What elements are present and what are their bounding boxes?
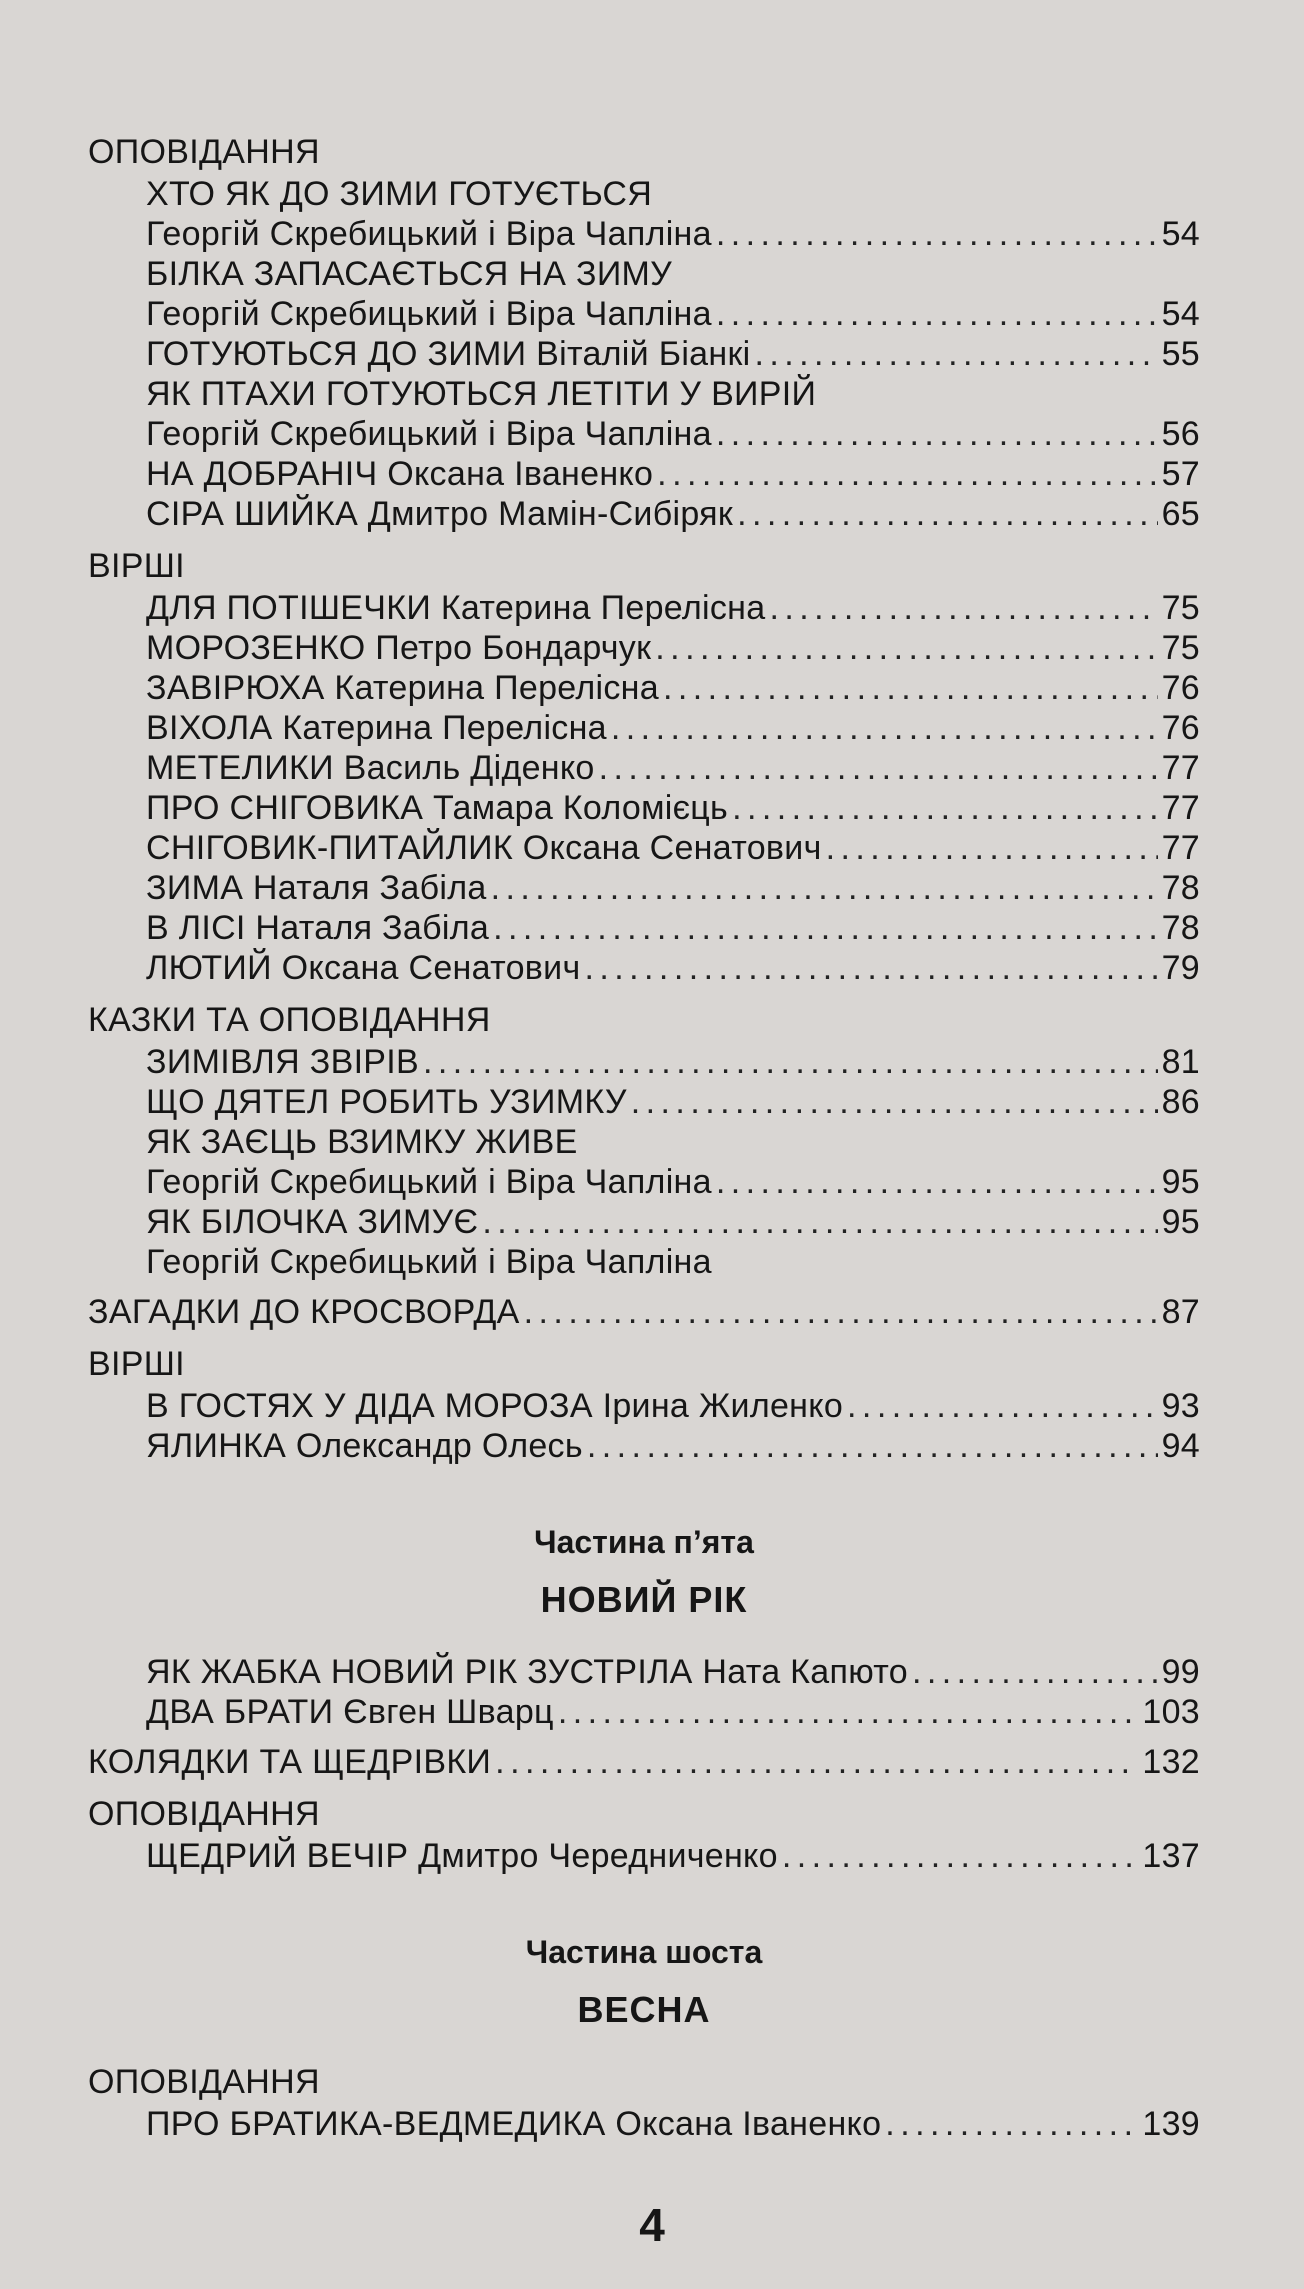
dot-leader <box>482 1202 1157 1242</box>
page-number: 75 <box>1161 589 1200 627</box>
section-heading: ОПОВІДАННЯ <box>88 2063 320 2101</box>
page-number: 76 <box>1161 669 1200 707</box>
part-title: ВЕСНА <box>577 1989 711 2030</box>
entry-title: ХТО ЯК ДО ЗИМИ ГОТУЄТЬСЯ <box>146 175 653 213</box>
page-number: 87 <box>1161 1293 1200 1331</box>
entry-text: В ЛІСІ Наталя Забіла <box>146 909 490 947</box>
entry-text: ПРО БРАТИКА-ВЕДМЕДИКА Оксана Іваненко <box>146 2105 882 2143</box>
entry-text: Георгій Скребицький і Віра Чапліна <box>146 215 712 253</box>
dot-leader <box>491 868 1158 908</box>
dot-leader <box>655 628 1157 668</box>
page-number: 54 <box>1161 295 1200 333</box>
toc-entry <box>146 1122 1200 1202</box>
section-heading: ОПОВІДАННЯ <box>88 133 320 171</box>
entry-text: ЗИМІВЛЯ ЗВІРІВ <box>146 1043 420 1081</box>
entry-title: БІЛКА ЗАПАСАЄТЬСЯ НА ЗИМУ <box>146 255 673 293</box>
entry-text: НА ДОБРАНІЧ Оксана Іваненко <box>146 455 654 493</box>
page-number: 93 <box>1161 1387 1200 1425</box>
toc-entry <box>146 788 1200 828</box>
toc-entry <box>146 1426 1200 1466</box>
dot-leader <box>493 908 1158 948</box>
dot-leader <box>657 454 1157 494</box>
dot-leader <box>584 948 1157 988</box>
page-number-footer: 4 <box>639 2199 665 2251</box>
entry-title: ЯК ПТАХИ ГОТУЮТЬСЯ ЛЕТІТИ У ВИРІЙ <box>146 375 817 413</box>
toc-entry <box>146 828 1200 868</box>
toc-entry <box>146 908 1200 948</box>
page-number: 78 <box>1161 869 1200 907</box>
toc-entry <box>146 254 1200 334</box>
toc-entry <box>146 2104 1200 2144</box>
toc-entry <box>146 588 1200 628</box>
dot-leader <box>912 1652 1158 1692</box>
section-heading: ВІРШІ <box>88 1345 185 1383</box>
toc-entry <box>146 494 1200 534</box>
toc-entry <box>146 1692 1200 1732</box>
entry-title: ЯК ЗАЄЦЬ ВЗИМКУ ЖИВЕ <box>146 1123 578 1161</box>
entry-text: МОРОЗЕНКО Петро Бондарчук <box>146 629 652 667</box>
part-title: НОВИЙ РІК <box>540 1579 748 1620</box>
dot-leader <box>732 788 1158 828</box>
page-number: 103 <box>1142 1693 1200 1731</box>
page-number: 79 <box>1161 949 1200 987</box>
entry-text: ЛЮТИЙ Оксана Сенатович <box>146 949 581 987</box>
page-number: 57 <box>1161 455 1200 493</box>
toc-entry <box>146 868 1200 908</box>
page-number: 56 <box>1161 415 1200 453</box>
dot-leader <box>716 414 1158 454</box>
section-heading: ОПОВІДАННЯ <box>88 1795 320 1833</box>
dot-leader <box>716 294 1158 334</box>
toc-entry <box>146 628 1200 668</box>
dot-leader <box>423 1042 1158 1082</box>
dot-leader <box>611 708 1158 748</box>
page-number: 77 <box>1161 749 1200 787</box>
entry-text: ЗАГАДКИ ДО КРОСВОРДА <box>88 1293 520 1331</box>
page-number: 95 <box>1161 1163 1200 1201</box>
entry-text: ЯК БІЛОЧКА ЗИМУЄ <box>146 1203 479 1241</box>
entry-text: Георгій Скребицький і Віра Чапліна <box>146 295 712 333</box>
entry-text: Георгій Скребицький і Віра Чапліна <box>146 1163 712 1201</box>
toc-entry <box>88 1292 1200 1332</box>
entry-text: КОЛЯДКИ ТА ЩЕДРІВКИ <box>88 1743 492 1781</box>
entry-text: ГОТУЮТЬСЯ ДО ЗИМИ Віталій Біанкі <box>146 335 751 373</box>
entry-text: МЕТЕЛИКИ Василь Діденко <box>146 749 595 787</box>
page-number: 77 <box>1161 829 1200 867</box>
entry-text: ЯЛИНКА Олександр Олесь <box>146 1427 583 1465</box>
entry-author: Георгій Скребицький і Віра Чапліна <box>146 1243 712 1281</box>
page-number: 137 <box>1142 1837 1200 1875</box>
page-number: 55 <box>1161 335 1200 373</box>
entry-text: ЗАВІРЮХА Катерина Перелісна <box>146 669 659 707</box>
entry-text: ДВА БРАТИ Євген Шварц <box>146 1693 554 1731</box>
entry-text: ЩЕДРИЙ ВЕЧІР Дмитро Чередниченко <box>146 1837 778 1875</box>
dot-leader <box>524 1292 1158 1332</box>
page-number: 139 <box>1142 2105 1200 2143</box>
dot-leader <box>885 2104 1138 2144</box>
dot-leader <box>495 1742 1138 1782</box>
section-heading: ВІРШІ <box>88 547 185 585</box>
dot-leader <box>631 1082 1158 1122</box>
page-number: 54 <box>1161 215 1200 253</box>
toc-entry <box>146 708 1200 748</box>
toc-entry <box>146 174 1200 254</box>
table-of-contents <box>88 132 1200 2144</box>
entry-text: В ГОСТЯХ У ДІДА МОРОЗА Ірина Жиленко <box>146 1387 844 1425</box>
dot-leader <box>716 1162 1158 1202</box>
page-number: 65 <box>1161 495 1200 533</box>
dot-leader <box>754 334 1157 374</box>
dot-leader <box>769 588 1157 628</box>
toc-entry <box>146 1202 1200 1282</box>
entry-text: ЗИМА Наталя Забіла <box>146 869 487 907</box>
toc-entry <box>146 1042 1200 1082</box>
dot-leader <box>782 1836 1139 1876</box>
page-number: 77 <box>1161 789 1200 827</box>
page-number: 99 <box>1161 1653 1200 1691</box>
page-number: 76 <box>1161 709 1200 747</box>
entry-text: Георгій Скребицький і Віра Чапліна <box>146 415 712 453</box>
toc-entry <box>88 1742 1200 1782</box>
dot-leader <box>587 1426 1158 1466</box>
entry-text: ЯК ЖАБКА НОВИЙ РІК ЗУСТРІЛА Ната Капюто <box>146 1653 908 1691</box>
page-number: 81 <box>1161 1043 1200 1081</box>
page-number: 75 <box>1161 629 1200 667</box>
section-heading: КАЗКИ ТА ОПОВІДАННЯ <box>88 1001 491 1039</box>
entry-text: ЩО ДЯТЕЛ РОБИТЬ УЗИМКУ <box>146 1083 627 1121</box>
part-label: Частина шоста <box>525 1934 763 1970</box>
dot-leader <box>558 1692 1139 1732</box>
entry-text: СІРА ШИЙКА Дмитро Мамін-Сибіряк <box>146 495 734 533</box>
toc-entry <box>146 668 1200 708</box>
toc-entry <box>146 948 1200 988</box>
entry-text: ПРО СНІГОВИКА Тамара Коломієць <box>146 789 729 827</box>
dot-leader <box>826 828 1158 868</box>
dot-leader <box>599 748 1158 788</box>
page-number: 95 <box>1161 1203 1200 1241</box>
toc-entry <box>146 748 1200 788</box>
entry-text: СНІГОВИК-ПИТАЙЛИК Оксана Сенатович <box>146 829 822 867</box>
page-number: 78 <box>1161 909 1200 947</box>
toc-entry <box>146 1386 1200 1426</box>
dot-leader <box>847 1386 1158 1426</box>
entry-text: ДЛЯ ПОТІШЕЧКИ Катерина Перелісна <box>146 589 766 627</box>
page-number: 94 <box>1161 1427 1200 1465</box>
dot-leader <box>663 668 1158 708</box>
toc-entry <box>146 1082 1200 1122</box>
dot-leader <box>716 214 1158 254</box>
toc-entry <box>146 334 1200 374</box>
toc-entry <box>146 1652 1200 1692</box>
toc-entry <box>146 454 1200 494</box>
entry-text: ВІХОЛА Катерина Перелісна <box>146 709 607 747</box>
toc-entry <box>146 374 1200 454</box>
page-number: 132 <box>1142 1743 1200 1781</box>
dot-leader <box>737 494 1158 534</box>
page-number: 86 <box>1161 1083 1200 1121</box>
part-label: Частина п’ята <box>534 1524 754 1560</box>
toc-entry <box>146 1836 1200 1876</box>
